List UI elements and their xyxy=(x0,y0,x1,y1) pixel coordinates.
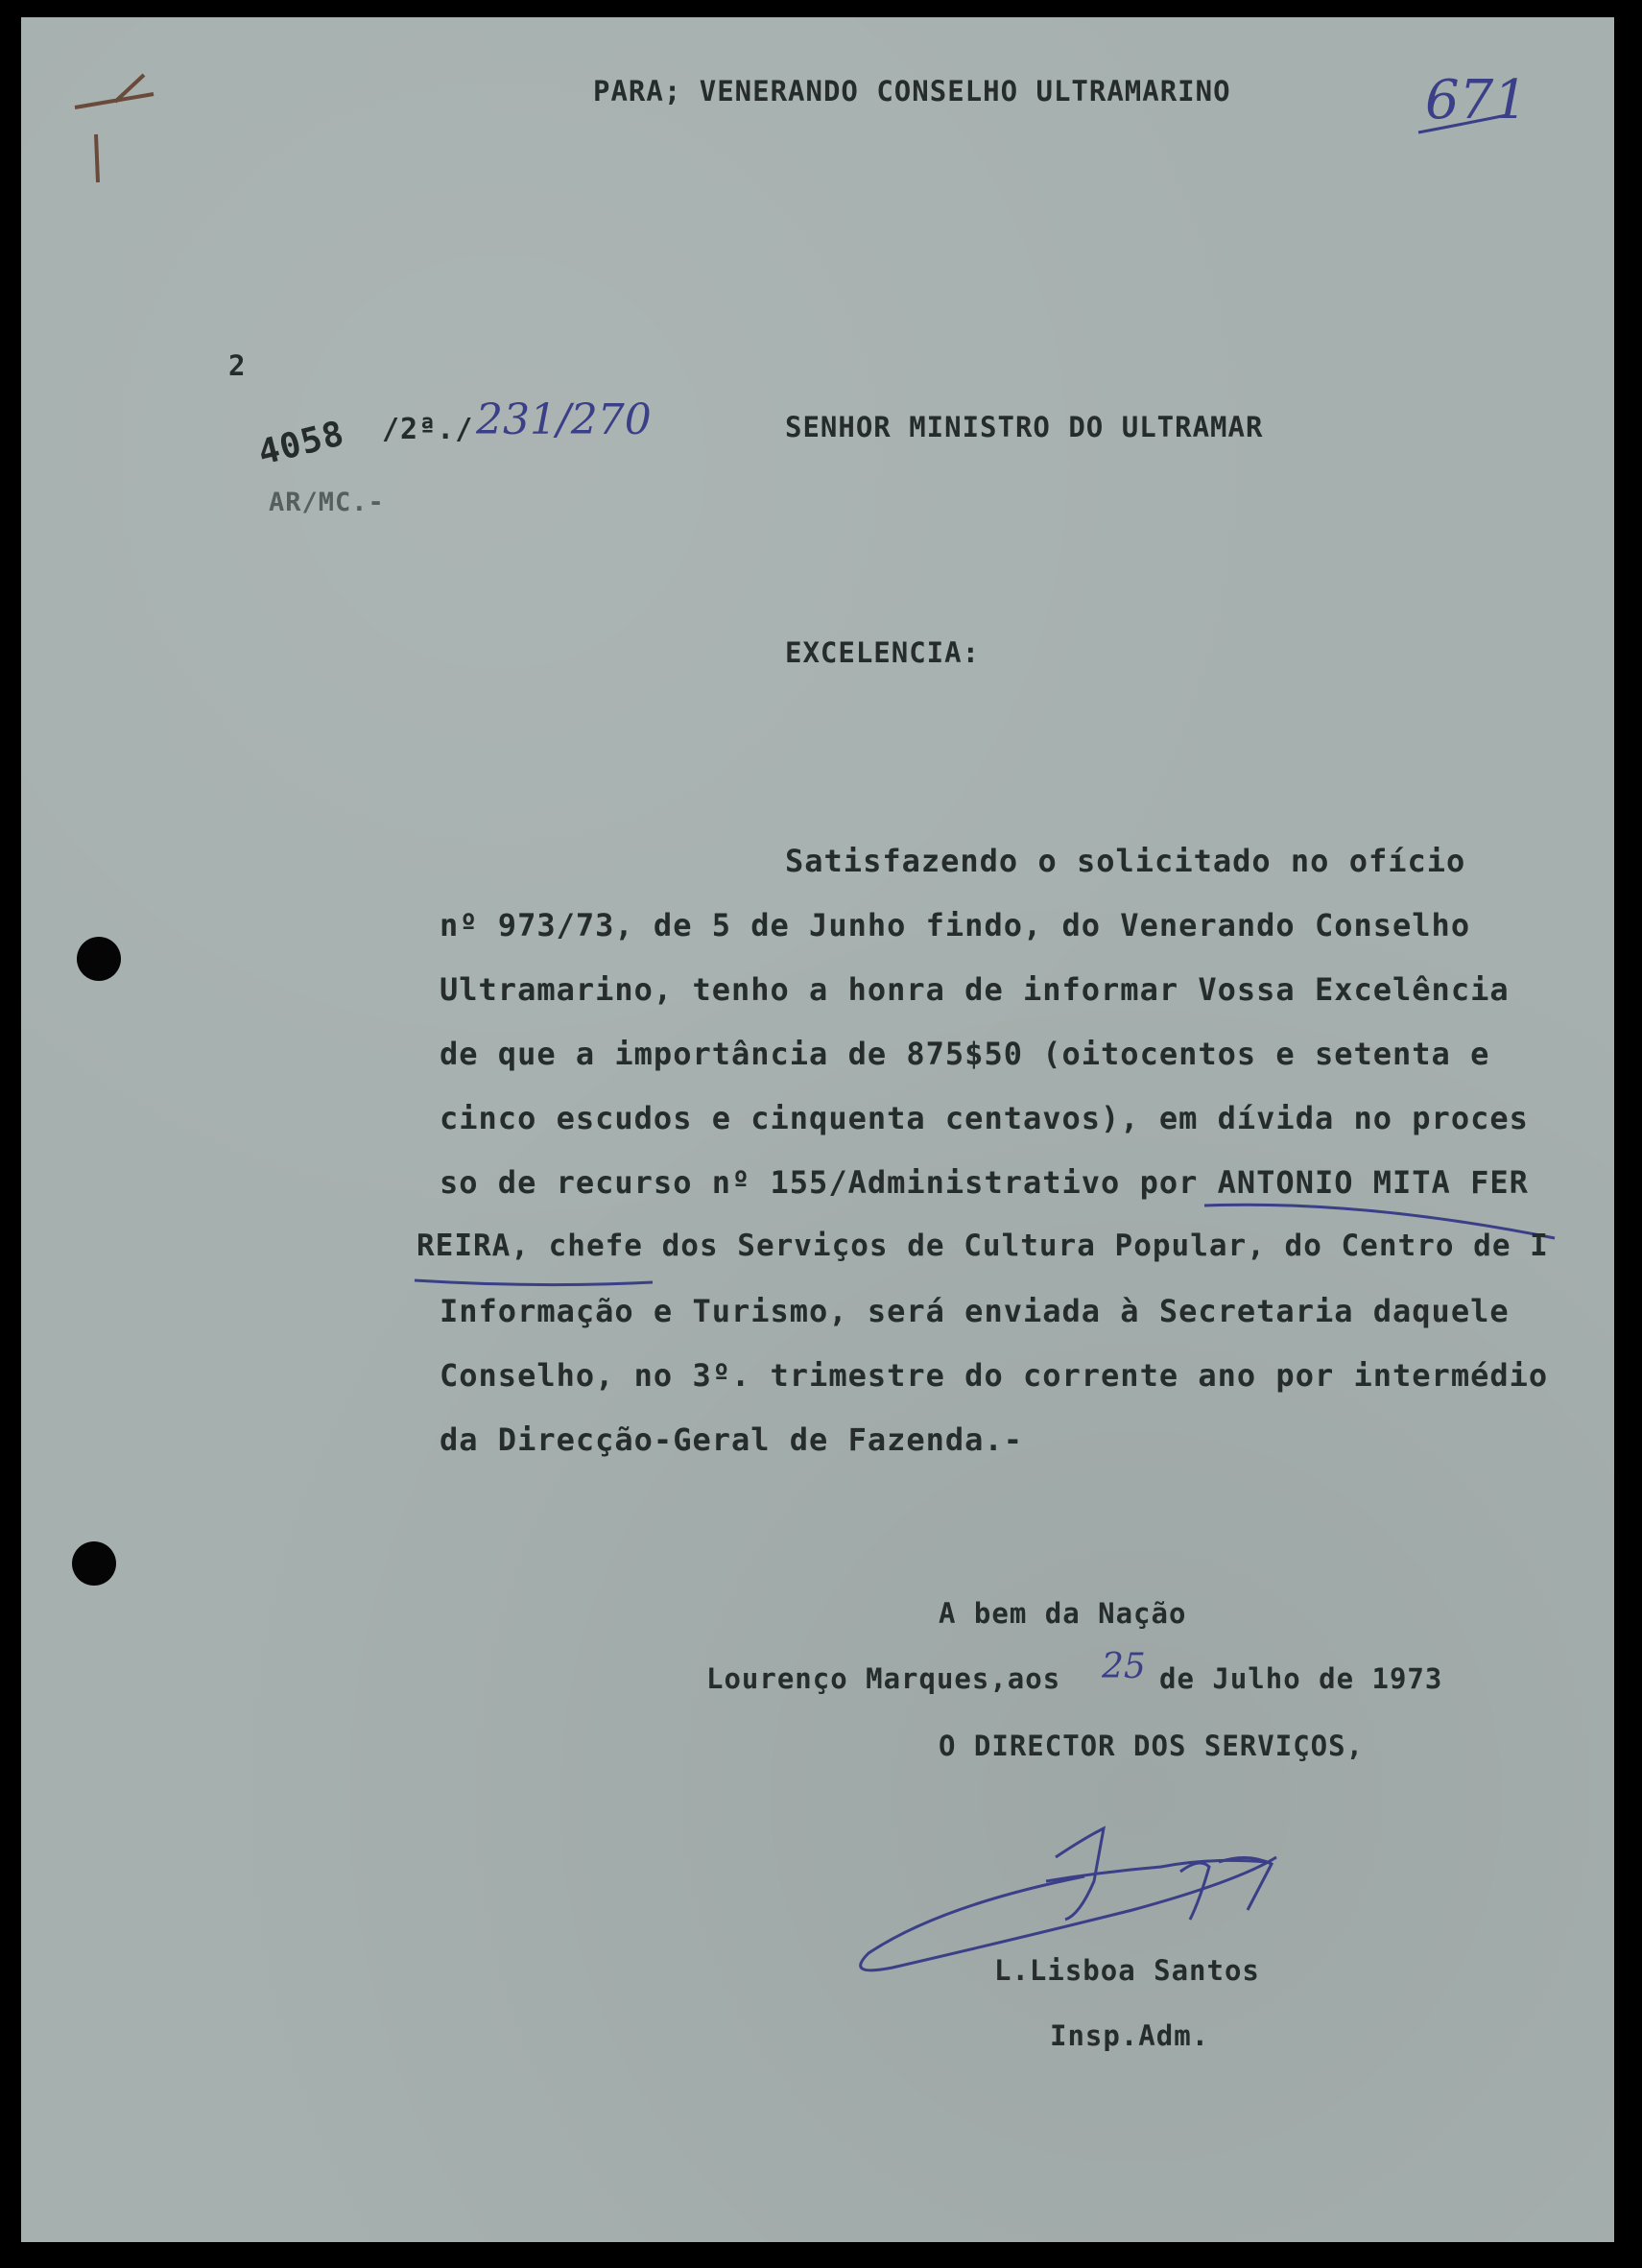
closing-day: 25 xyxy=(1102,1647,1146,1686)
body-line: Conselho, no 3º. trimestre do corrente ano por intermédio xyxy=(440,1357,1549,1394)
typed-reference: /2ª./ xyxy=(382,413,474,446)
number-stamp: 4058 xyxy=(254,414,349,473)
initials: AR/MC.- xyxy=(269,488,385,517)
body-line: de que a importância de 875$50 (oitocentos e setenta e xyxy=(440,1036,1490,1072)
salutation: EXCELENCIA: xyxy=(785,636,981,669)
recipient-line: SENHOR MINISTRO DO ULTRAMAR xyxy=(785,411,1264,443)
addressee-line: PARA; VENERANDO CONSELHO ULTRAMARINO xyxy=(593,75,1231,107)
closing-place: Lourenço Marques,aos xyxy=(706,1662,1061,1695)
handwritten-reference: 231/270 xyxy=(476,395,652,444)
closing-date: de Julho de 1973 xyxy=(1159,1662,1443,1695)
body-line: Informação e Turismo, será enviada à Secretaria daquele xyxy=(440,1293,1510,1329)
body-line: Ultramarino, tenho a honra de informar Vossa Excelência xyxy=(440,971,1510,1008)
body-line: REIRA, chefe dos Serviços de Cultura Popular, do Centro de I xyxy=(416,1229,1549,1263)
body-line: cinco escudos e cinquenta centavos), em dívida no proces xyxy=(440,1100,1529,1136)
body-line: so de recurso nº 155/Administrativo por ANTONIO MITA FER xyxy=(440,1164,1529,1201)
signatory-name: L.Lisboa Santos xyxy=(994,1954,1260,1987)
closing-motto: A bem da Nação xyxy=(939,1597,1187,1630)
closing-title: O DIRECTOR DOS SERVIÇOS, xyxy=(939,1730,1365,1762)
body-line: nº 973/73, de 5 de Junho findo, do Venerando Conselho xyxy=(440,907,1471,943)
body-line: da Direcção-Geral de Fazenda.- xyxy=(440,1421,1023,1458)
page-number: 2 xyxy=(228,349,247,382)
folio-number: 671 xyxy=(1425,69,1528,131)
body-line: Satisfazendo o solicitado no ofício xyxy=(785,843,1466,879)
signature xyxy=(861,1828,1276,1970)
signatory-role: Insp.Adm. xyxy=(1050,2019,1210,2052)
